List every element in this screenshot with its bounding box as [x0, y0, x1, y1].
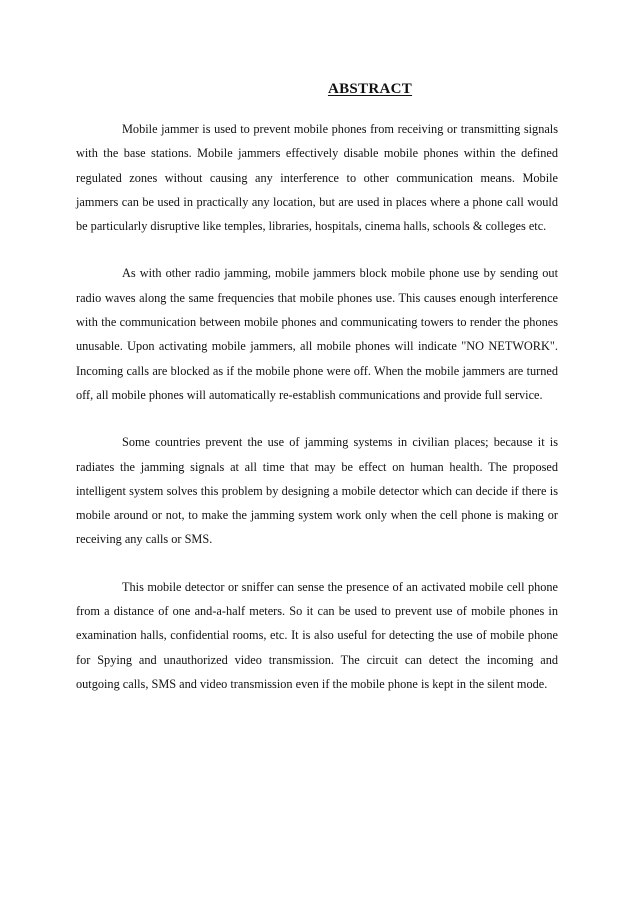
abstract-paragraph-2: As with other radio jamming, mobile jammers block mobile phone use by sending out radio waves along the same frequencies that mobile phones use. This causes enough interference with the communication between mobile phones and communicating towers to render the phones unusable. Upon activating mobile jammers, all mobile phones will indicate "NO NETWORK". Incoming calls are blocked as if the mobile phone were off. When the mobile jammers are turned off, all mobile phones will automatically re-establish communications and provide full service. — [76, 266, 558, 402]
abstract-paragraph-3: Some countries prevent the use of jamming systems in civilian places; because it is radiates the jamming signals at all time that may be effect on human health. The proposed intelligent system solves this problem by designing a mobile detector which can decide if there is mobile around or not, to make the jamming system work only when the cell phone is making or receiving any calls or SMS. — [76, 435, 558, 547]
abstract-heading: ABSTRACT — [327, 81, 413, 97]
abstract-paragraph-4: This mobile detector or sniffer can sense the presence of an activated mobile cell phone from a distance of one and-a-half meters. So it can be used to prevent use of mobile phones in examination halls, confidential rooms, etc. It is also useful for detecting the use of mobile phone for Spying and unauthorized video transmission. The circuit can detect the incoming and outgoing calls, SMS and video transmission even if the mobile phone is kept in the silent mode. — [76, 579, 558, 691]
abstract-paragraph-1: Mobile jammer is used to prevent mobile phones from receiving or transmitting signals with the base stations. Mobile jammers effectively disable mobile phones within the defined regulated zones without causing any interference to other communication means. Mobile jammers can be used in practically any location, but are used in places where a phone call would be particularly disruptive like temples, libraries, hospitals, cinema halls, schools & colleges etc. — [76, 122, 558, 234]
